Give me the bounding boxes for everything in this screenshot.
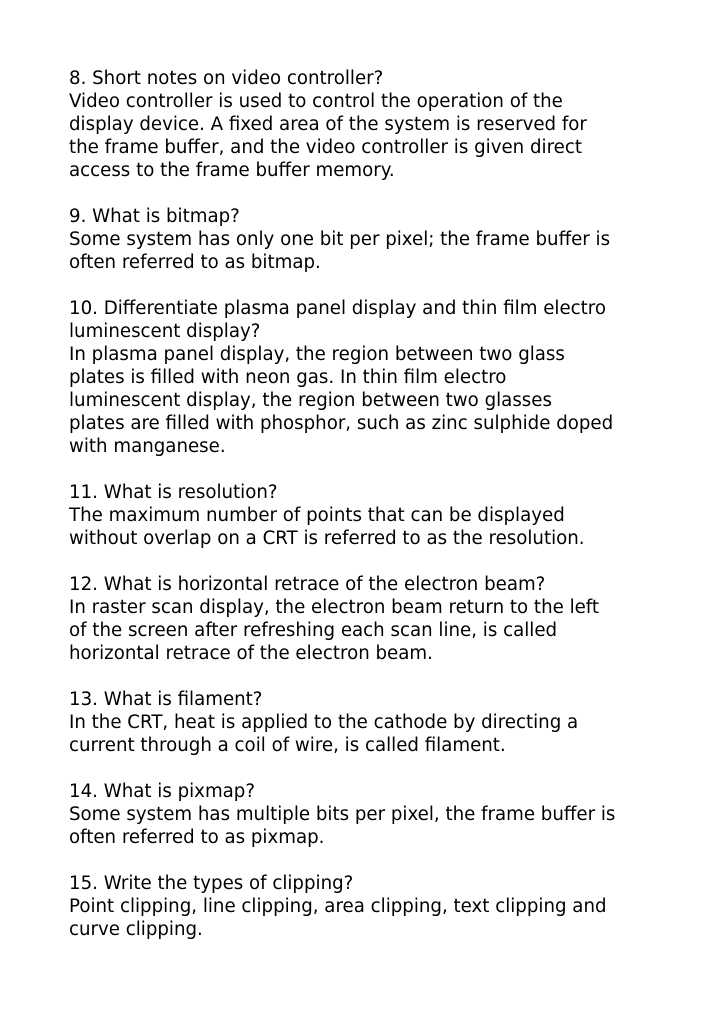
answer-line: display device. A fixed area of the system is reserved for <box>69 114 587 135</box>
answer-line: without overlap on a CRT is referred to as the resolution. <box>69 528 585 549</box>
question-10-continued: luminescent display? <box>69 321 261 342</box>
qa-item-15 <box>69 872 669 941</box>
qa-item-9 <box>69 205 669 274</box>
question-14: 14. What is pixmap? <box>69 781 256 802</box>
qa-item-14 <box>69 780 669 849</box>
answer-line: luminescent display, the region between two glasses <box>69 390 552 411</box>
answer-line: current through a coil of wire, is called filament. <box>69 735 506 756</box>
answer-line: In the CRT, heat is applied to the cathode by directing a <box>69 712 579 733</box>
answer-line: plates is filled with neon gas. In thin film electro <box>69 367 507 388</box>
answer-line: with manganese. <box>69 436 226 457</box>
qa-item-8 <box>69 67 669 182</box>
answer-line: often referred to as pixmap. <box>69 827 325 848</box>
qa-item-13 <box>69 688 669 757</box>
question-8: 8. Short notes on video controller? <box>69 68 384 89</box>
answer-line: the frame buffer, and the video controller is given direct <box>69 137 582 158</box>
qa-item-12 <box>69 573 669 665</box>
question-11: 11. What is resolution? <box>69 482 278 503</box>
answer-line: often referred to as bitmap. <box>69 252 321 273</box>
question-12: 12. What is horizontal retrace of the electron beam? <box>69 574 546 595</box>
question-10: 10. Differentiate plasma panel display and thin film electro <box>69 298 606 319</box>
answer-line: Video controller is used to control the operation of the <box>69 91 563 112</box>
qa-item-11 <box>69 481 669 550</box>
answer-line: access to the frame buffer memory. <box>69 160 395 181</box>
answer-line: plates are filled with phosphor, such as zinc sulphide doped <box>69 413 614 434</box>
qa-item-10 <box>69 297 669 458</box>
answer-line: In plasma panel display, the region between two glass <box>69 344 565 365</box>
answer-line: The maximum number of points that can be displayed <box>69 505 565 526</box>
answer-line: curve clipping. <box>69 919 203 940</box>
answer-line: Some system has only one bit per pixel; the frame buffer is <box>69 229 611 250</box>
answer-line: horizontal retrace of the electron beam. <box>69 643 433 664</box>
question-13: 13. What is filament? <box>69 689 263 710</box>
answer-line: Point clipping, line clipping, area clipping, text clipping and <box>69 896 607 917</box>
question-15: 15. Write the types of clipping? <box>69 873 354 894</box>
answer-line: In raster scan display, the electron beam return to the left <box>69 597 600 618</box>
question-9: 9. What is bitmap? <box>69 206 240 227</box>
document-page <box>69 67 669 964</box>
answer-line: Some system has multiple bits per pixel, the frame buffer is <box>69 804 616 825</box>
answer-line: of the screen after refreshing each scan line, is called <box>69 620 558 641</box>
